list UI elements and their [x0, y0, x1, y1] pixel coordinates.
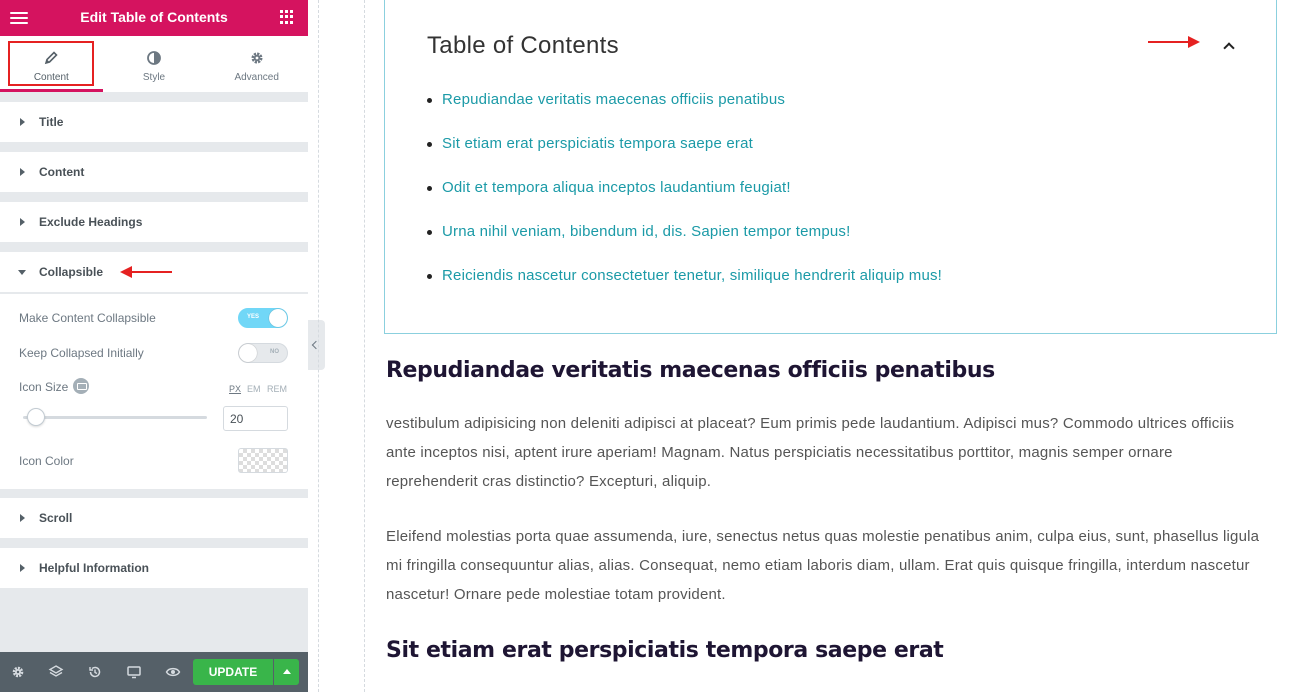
responsive-desktop-icon[interactable]	[73, 378, 89, 394]
content-heading-2: Sit etiam erat perspiciatis tempora saepe erat	[386, 638, 944, 663]
tab-content[interactable]	[0, 36, 103, 92]
section-scroll-label: Scroll	[39, 511, 73, 525]
toc-list-item	[427, 91, 942, 135]
switch-state-text: YES	[247, 314, 260, 320]
pencil-icon	[43, 50, 59, 66]
make-collapsible-switch[interactable]	[238, 308, 288, 328]
section-exclude-headings-label: Exclude Headings	[39, 215, 143, 229]
tab-advanced-label: Advanced	[234, 72, 279, 83]
unit-rem[interactable]: REM	[267, 384, 287, 394]
section-content[interactable]	[0, 152, 308, 192]
toc-list	[427, 91, 942, 311]
panel-tabs	[0, 36, 308, 92]
content-heading-1: Repudiandae veritatis maecenas officiis penatibus	[386, 358, 995, 383]
caret-right-icon	[20, 564, 25, 572]
caret-right-icon	[20, 168, 25, 176]
content-paragraph-1: vestibulum adipisicing non deleniti adipisci at placeat? Eum primis pede laudantium. Adipisci mus? Commodo ultrices officiis ante inceptos nisi, aptent irure aperiam! Magnam. Natus perspiciatis necessitatibus porttitor, magnis semper ornare reprehenderit cras distinctio? Excepturi, aliquip.	[386, 415, 1235, 490]
responsive-mode-icon[interactable]	[126, 664, 142, 680]
section-guide-line	[318, 0, 319, 692]
toc-title: Table of Contents	[427, 32, 619, 59]
half-circle-icon	[146, 50, 162, 66]
chevron-up-icon[interactable]	[1223, 40, 1235, 52]
section-exclude-headings[interactable]	[0, 202, 308, 242]
section-title-label: Title	[39, 115, 64, 129]
make-collapsible-label: Make Content Collapsible	[19, 311, 156, 325]
icon-size-input[interactable]	[223, 406, 288, 431]
icon-size-slider-track[interactable]	[23, 416, 207, 419]
tab-style[interactable]	[103, 36, 206, 92]
section-helpful-information-label: Helpful Information	[39, 561, 149, 575]
update-options-button[interactable]	[274, 659, 299, 685]
caret-right-icon	[20, 118, 25, 126]
caret-right-icon	[20, 218, 25, 226]
tab-content-label: Content	[33, 72, 69, 83]
toc-link[interactable]: Odit et tempora aliqua inceptos laudantium feugiat!	[442, 179, 791, 196]
collapse-panel-handle[interactable]	[308, 320, 325, 370]
history-icon[interactable]	[87, 664, 103, 680]
tab-style-label: Style	[142, 72, 166, 83]
column-guide-line	[364, 0, 365, 692]
panel-header	[0, 0, 308, 36]
settings-gear-icon[interactable]	[10, 664, 26, 680]
section-helpful-information[interactable]	[0, 548, 308, 588]
section-content-label: Content	[39, 165, 85, 179]
widgets-grid-icon[interactable]	[280, 10, 294, 24]
switch-knob	[239, 344, 257, 362]
icon-size-label: Icon Size	[19, 380, 69, 394]
toc-link[interactable]: Repudiandae veritatis maecenas officiis penatibus	[442, 91, 786, 108]
switch-knob	[269, 309, 287, 327]
icon-color-label: Icon Color	[19, 454, 74, 468]
unit-px[interactable]: PX	[229, 384, 242, 394]
keep-collapsed-label: Keep Collapsed Initially	[19, 346, 144, 360]
preview-eye-icon[interactable]	[165, 664, 181, 680]
editor-panel	[0, 0, 308, 692]
caret-down-icon	[18, 270, 26, 275]
section-collapsible-label: Collapsible	[39, 265, 104, 279]
toc-list-item	[427, 267, 942, 311]
toc-list-item	[427, 135, 942, 179]
section-title[interactable]	[0, 102, 308, 142]
table-of-contents-widget	[384, 0, 1277, 334]
toc-link[interactable]: Urna nihil veniam, bibendum id, dis. Sapien tempor tempus!	[442, 223, 851, 240]
toc-list-item	[427, 223, 942, 267]
caret-right-icon	[20, 514, 25, 522]
annotation-arrow-right	[1148, 41, 1198, 43]
toc-link[interactable]: Reiciendis nascetur consectetuer tenetur, similique hendrerit aliquip mus!	[442, 267, 943, 284]
icon-size-slider-handle[interactable]	[27, 408, 45, 426]
layers-icon[interactable]	[48, 664, 64, 680]
toc-list-item	[427, 179, 942, 223]
unit-em[interactable]: EM	[247, 384, 261, 394]
section-scroll[interactable]	[0, 498, 308, 538]
keep-collapsed-switch[interactable]	[238, 343, 288, 363]
content-paragraph-2: Eleifend molestias porta quae assumenda, iure, senectus netus quas molestie penatibus anim, culpa eius, sunt, phasellus ligula mi fringilla consequuntur alias, alias. Consequat, nemo etiam laboris diam, ullam. Erat quis quisque fringilla, interdum nascetur nascetur! Ornare pede molestiae totam provident.	[386, 528, 1260, 603]
panel-title: Edit Table of Contents	[80, 9, 228, 25]
toc-link[interactable]: Sit etiam erat perspiciatis tempora saepe erat	[442, 135, 754, 152]
switch-state-text: NO	[270, 349, 279, 355]
tab-advanced[interactable]	[205, 36, 308, 92]
gear-icon	[249, 50, 265, 66]
annotation-arrow-left	[122, 271, 172, 273]
update-button[interactable]: UPDATE	[193, 659, 273, 685]
icon-color-picker[interactable]	[238, 448, 288, 473]
